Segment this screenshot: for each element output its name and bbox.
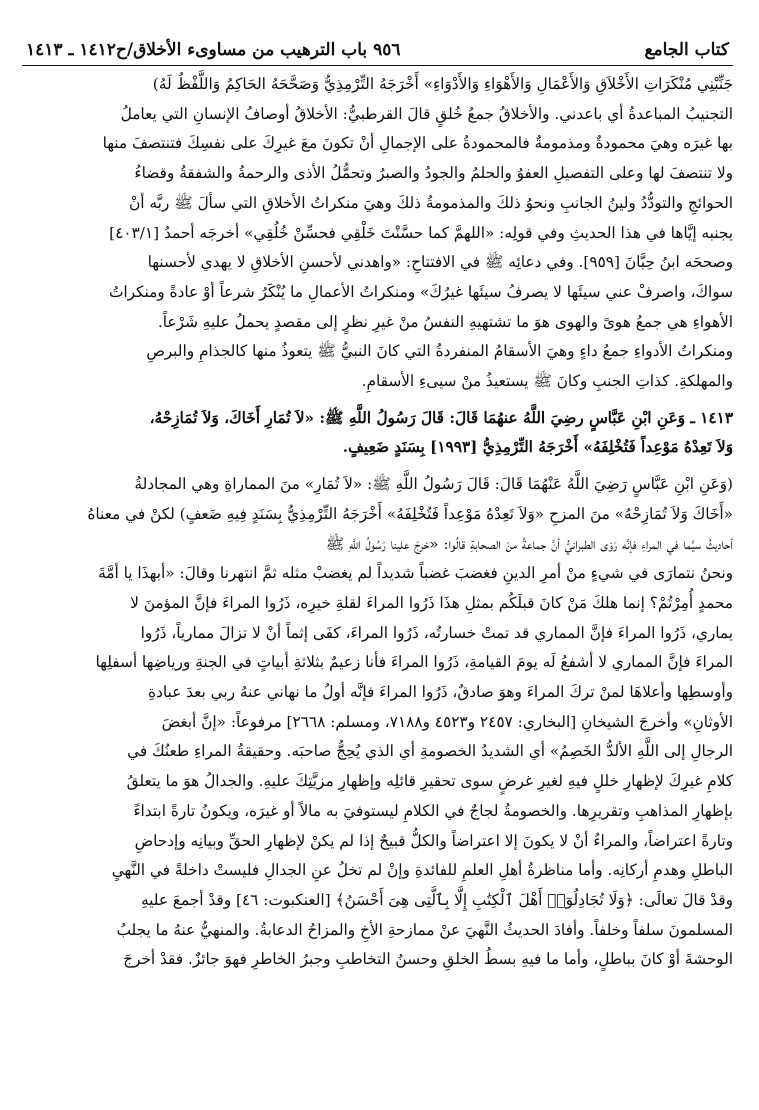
text-line: الأهواءِ هي جمعُ هوىً والهوى هوَ ما تشتهيهِ النفسُ منْ غيرِ نظرٍ إلى مقصدٍ يحملُ عليهِ شَرْعاً. bbox=[157, 312, 733, 331]
book-title: كتاب الجامع bbox=[644, 39, 729, 60]
text-line: بإظهارِ المذاهبِ وتقريرِها. والخصومةُ لجاجٌ في الكلامِ ليستوفيَ به مالاً أو غيرَه، ويكونُ تارةً ابتداءً bbox=[133, 801, 733, 820]
text-line: وصححَه ابنُ حِبَّانَ [٩٥٩]. وفي دعائِه ﷺ في الافتتاحِ: «واهدني لأحسنِ الأخلاقِ لا يهدي لأحسنها bbox=[147, 253, 733, 272]
text-line: ونحنُ نتمارَى في شيءٍ منْ أمرِ الدينِ فغضبَ غضباً شديداً لم يغضبْ مثله ثمَّ انتهرنا وقالَ: «أبهذَا يا أمَّةَ bbox=[98, 564, 733, 583]
text-line: الحوائجِ والتودُّدُ ولينُ الجانبِ ونحوُ ذلكَ والمذمومةُ ذلكَ وهيَ منكراتُ الأخلاقِ التي سألَ ﷺ ربَّه أنْ bbox=[129, 193, 733, 212]
text-line: وقدْ قالَ تعالَى: ﴿وَلَا تُجَادِلُوٓا۟ أَهْلَ ٱلْكِتَٰبِ إِلَّا بِٱلَّتِى هِىَ أَحْسَنُ﴾ [العنكبوت: ٤٦] وقدْ أجمعَ عليهِ bbox=[140, 890, 733, 909]
hadith-line: وَلاَ تَعِدْهُ مَوْعِداً فَتُخْلِفَهُ» أَخْرَجَهُ التِّرْمِذِيُّ [١٩٩٣] بِسَنَدٍ ضَعِيفٍ. bbox=[342, 438, 733, 457]
text-line: وأوسطِها وأعلاهَا لمنْ تركَ المراءَ وهوَ صادقٌ، ذَرُوا المراءَ فإنَّه أولُ ما نهاني عنهُ ربي بعدَ عبادةِ bbox=[148, 683, 733, 702]
text-line: بها غيرَه وهيَ محمودةٌ ومذمومةٌ فالمحمودةُ على الإجمالِ أنْ تكونَ معَ غيرِكَ على نفسِكَ فتنتصفَ منها bbox=[102, 134, 733, 153]
text-line: وتارةً اعتراضاً، والمراءُ أنْ لا يكونَ إلا اعتراضاً والكلُّ قبيحٌ إذا لم يكنْ لإظهارِ الحقِّ وبيانِه وإدحاضِ bbox=[134, 831, 733, 850]
text-line: يماري، ذَرُوا المراءَ فإنَّ المماري قد تمتْ خسارتُه، ذَرُوا المراءَ، كفَى إثماً أنْ لا تزالَ ممارياً، ذَرُوا bbox=[140, 623, 733, 642]
text-line: الرجالِ إلى اللَّهِ الألدُّ الخَصِمُ» أي الشديدُ الخصومةِ أي الذي يُحِجُّ صاحبَه. وحقيقةُ المراءِ طعنُكَ في bbox=[127, 742, 733, 761]
text-line: والمهلكةِ. كذاتِ الجنبِ وكانَ ﷺ يستعيذُ منْ سيىءِ الأسقامِ. bbox=[361, 372, 733, 391]
text-line: «أَخَاكَ وَلاَ تُمَازِحْهُ» منَ المزحِ «وَلاَ تَعِدْهُ مَوْعِداً فَتُخْلِفَهُ» أَخْرَجَهُ التِّرْمِذِيُّ بِسَنَدٍ فِيهِ ضَعفٍ) لكنْ في معناهُ bbox=[87, 504, 733, 523]
text-line: الأوثانِ» وأخرجَ الشيخانِ [البخاري: ٢٤٥٧ و٤٥٢٣ و٧١٨٨، ومسلم: ٢٦٦٨] مرفوعاً: «إنَّ أبغضَ bbox=[161, 712, 733, 731]
text-line: المسلمونَ سلفاً وخلفاً. وأفادَ الحديثُ النَّهيَ عنْ ممازحةِ الأخِ والمزاحُ الدعابةُ. والمنهيُّ عنهُ ما يجلبُ bbox=[116, 920, 733, 939]
text-line: ومنكراتُ الأدواءِ جمعُ داءٍ وهيَ الأسقامُ المنفردةُ التي كانَ النبيُّ ﷺ يتعوذُ منها كالجذامِ والبرصِ bbox=[146, 342, 733, 361]
section-title: ٩٥٦ باب الترهيب من مساوىء الأخلاق/ح١٤١٢ ـ ١٤١٣ bbox=[26, 39, 401, 60]
text-line: يجنبه إيَّاها في هذا الحديثِ وفي قولِه: «اللهمَّ كما حسَّنْتَ خَلْقِي فحسِّنْ خُلُقِي» أخرجَه أحمدُ [٤٠٣/١] bbox=[109, 223, 733, 242]
text-line: الوحشةَ أوْ كانَ بباطلٍ، وأما ما فيهِ بسطُ الخلقِ وحسنُ التخاطبِ وجبرُ الخاطرِ فهوَ جائزٌ. فقدْ أخرجَ bbox=[123, 950, 733, 969]
commentary-block-2 bbox=[22, 470, 733, 975]
text-line: أحاديثُ سيَّما في المراءِ فإنَّه رَوَى الطبرانيُّ أنَّ جماعةً منَ الصحابةِ قالُوا: «خرجَ علينا رَسُولُ اللَّهِ ﷺ bbox=[325, 534, 733, 553]
text-line: ولا تنتصفَ لها وعلى التفصيلِ العفوُ والحلمُ والجودُ والصبرُ وتحمُّلُ الأذى والرحمةُ والشفقةُ وقضاءُ bbox=[134, 164, 733, 183]
text-line: سواكَ، واصرفْ عني سيئَها لا يصرفُ سيئَها غيرُكَ» ومنكراتُ الأعمالِ ما يُنْكَرُ شرعاً أوْ عادةً ومنكراتُ bbox=[108, 282, 733, 301]
hadith-line: ١٤١٣ ـ وَعَنِ ابْنِ عَبَّاسٍ رضِيَ اللَّهُ عنهُمَا قَالَ: قَالَ رَسُولُ اللَّهِ ﷺ: «لاَ تُمَارِ أَخَاكَ، وَلاَ تُمَازِحْهُ، bbox=[149, 408, 733, 427]
text-line: التجنيبُ المباعدةُ أي باعدني. والأخلاقُ جمعُ خُلقٍ قالَ القرطبيُّ: الأخلاقُ أوصافُ الإنسانِ التي يعاملُ bbox=[120, 104, 733, 123]
text-line: الباطلِ وهدمِ أركانِه. وأما مناظرةُ أهلِ العلمِ للفائدةِ وإنْ لم تخلُ عنِ الجدالِ فليستْ داخلةً في النَّهيِ bbox=[111, 861, 733, 880]
text-line: محمدٍ أُمِرْتُمْ؟ إنما هلكَ مَنْ كانَ قبلَكُم بمثلِ هذَا ذَرُوا المراءَ لقلةِ خيرِه، ذَرُوا المراءَ فإنَّ المؤمنَ لا bbox=[130, 593, 733, 612]
spacer bbox=[22, 463, 733, 470]
hadith-1413 bbox=[22, 404, 733, 463]
text-line: المراءَ فإنَّ المماري لا أشفعُ لَه يومَ القيامةِ، ذَرُوا المراءَ فأنا زعيمٌ بثلاثةِ أبياتٍ في الجنةِ ورياضِها أسفلِها bbox=[95, 653, 733, 672]
spacer bbox=[22, 397, 733, 404]
running-header bbox=[22, 36, 733, 66]
text-line: كلامِ غيرِكَ لإظهارِ خللٍ فيهِ لغيرِ غرضٍ سوى تحقيرِ قائلِه وإظهارِ مزيَّتِكَ عليهِ. والجدالُ هوَ ما يتعلقُ bbox=[126, 772, 733, 791]
commentary-block-1 bbox=[22, 70, 733, 397]
text-line: جَنِّبْنِي مُنْكَرَاتِ الأَخْلاَقِ وَالأَعْمَالِ وَالأَهْوَاءِ وَالأَدْوَاءِ» أَخْرَجَهُ التِّرْمِذِيُّ وَصَحَّحَهُ الحَاكِمُ وَاللَّفْظُ لَهُ) bbox=[152, 75, 733, 93]
text-line: (وَعَنِ ابْنِ عَبَّاسٍ رَضِيَ اللَّهُ عَنْهُمَا قَالَ: قَالَ رَسُولُ اللَّهِ ﷺ: «لاَ تُمَارِ» منَ المماراةِ وهي المجادلةُ bbox=[134, 475, 733, 494]
